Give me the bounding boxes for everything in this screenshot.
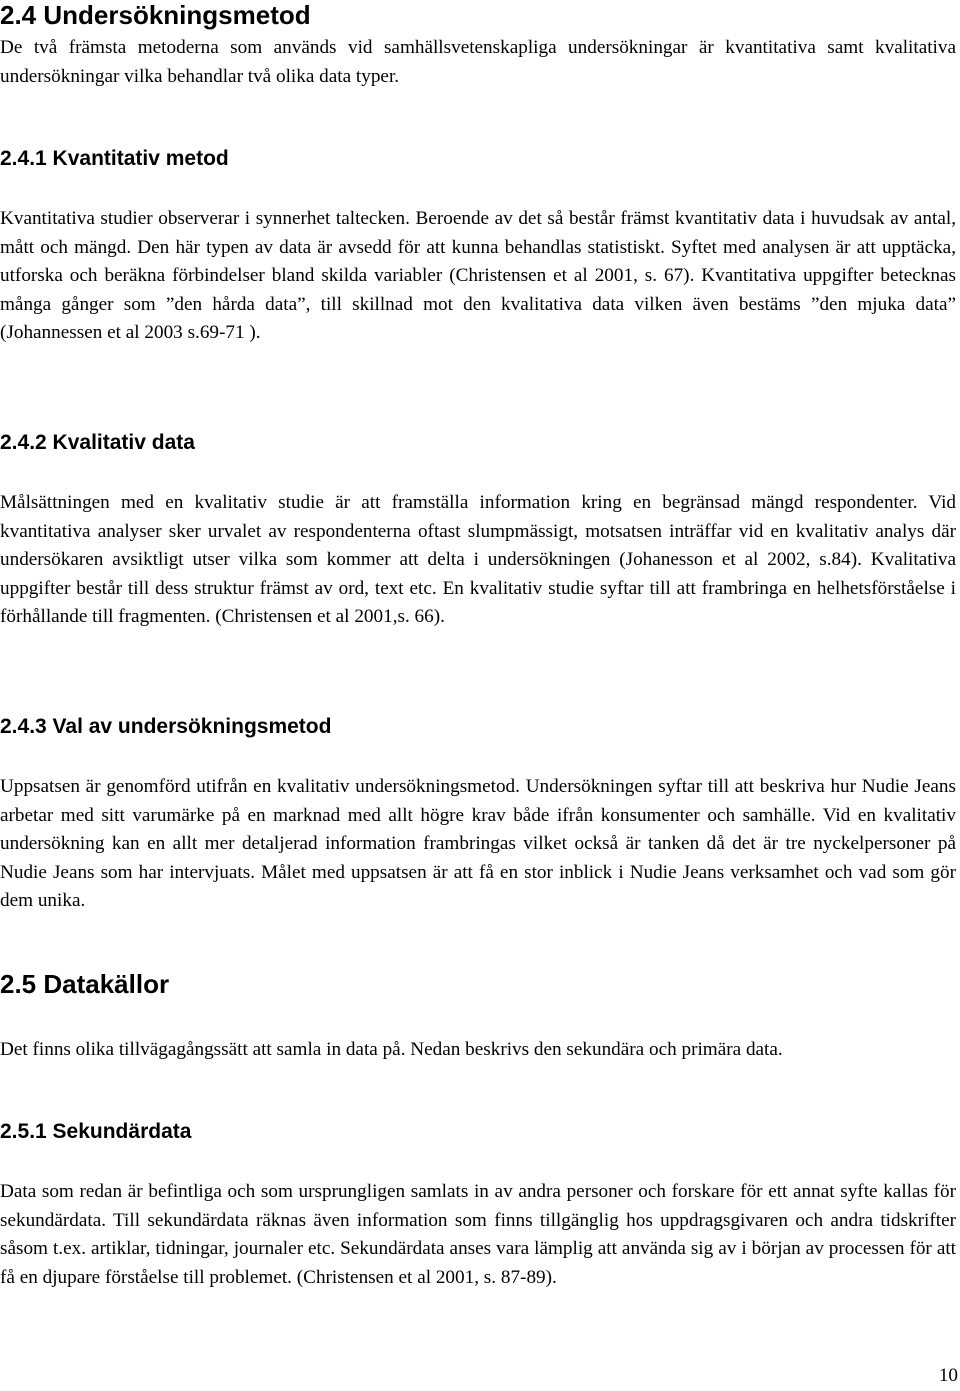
paragraph-2-4-intro: De två främsta metoderna som används vid samhällsvetenskapliga undersökningar är kvantitativa samt kvalitativa undersökningar vilka behandlar två olika data typer. (0, 37, 956, 87)
heading-2-4-2: 2.4.2 Kvalitativ data (0, 431, 195, 454)
heading-2-4: 2.4 Undersökningsmetod (0, 0, 311, 30)
paragraph-2-4-3: Uppsatsen är genomförd utifrån en kvalitativ undersökningsmetod. Undersökningen syftar till att beskriva hur Nudie Jeans arbetar med sitt varumärke på en marknad med allt högre krav både ifrån konsumenter och samhälle. Vid en kvalitativ undersökning kan en allt mer detaljerad information frambringas vilket också är tanken då det är tre nyckelpersoner på Nudie Jeans som har intervjuats. Målet med uppsatsen är att få en stor inblick i Nudie Jeans verksamhet och vad som gör dem unika. (0, 776, 956, 912)
paragraph-2-5-intro: Det finns olika tillvägagångssätt att samla in data på. Nedan beskrivs den sekundära och primära data. (0, 1039, 783, 1060)
paragraph-2-5-1: Data som redan är befintliga och som ursprungligen samlats in av andra personer och forskare för ett annat syfte kallas för sekundärdata. Till sekundärdata räknas även information som finns tillgänglig hos uppdragsgivaren och andra tidskrifter såsom t.ex. artiklar, tidningar, journaler etc. Sekundärdata anses vara lämplig att använda sig av i början av processen för att få en djupare förståelse till problemet. (Christensen et al 2001, s. 87-89). (0, 1181, 956, 1288)
heading-2-5-1: 2.5.1 Sekundärdata (0, 1120, 192, 1143)
heading-2-4-1: 2.4.1 Kvantitativ metod (0, 147, 229, 170)
paragraph-2-4-1: Kvantitativa studier observerar i synnerhet taltecken. Beroende av det så består främst kvantitativ data i huvudsak av antal, mått och mängd. Den här typen av data är avsedd för att kunna behandlas statistiskt. Syftet med analysen är att upptäcka, utforska och beräkna förbindelser bland skilda variabler (Christensen et al 2001, s. 67). Kvantitativa uppgifter betecknas många gånger som ”den hårda data”, till skillnad mot den kvalitativa data vilken även bestäms ”den mjuka data” (Johannessen et al 2003 s.69-71 ). (0, 208, 956, 344)
heading-2-5: 2.5 Datakällor (0, 969, 170, 999)
heading-2-4-3: 2.4.3 Val av undersökningsmetod (0, 715, 332, 738)
paragraph-2-4-2: Målsättningen med en kvalitativ studie är att framställa information kring en begränsad mängd respondenter. Vid kvantitativa analyser sker urvalet av respondenterna oftast slumpmässigt, motsatsen inträffar vid en kvalitativ analys där undersökaren avsiktligt utser vilka som kommer att delta i undersökningen (Johanesson et al 2002, s.84). Kvalitativa uppgifter består till dess struktur främst av ord, text etc. En kvalitativ studie syftar till att frambringa en helhetsförståelse i förhållande till fragmenten. (Christensen et al 2001,s. 66). (0, 492, 956, 628)
page-number: 10 (938, 1365, 958, 1386)
